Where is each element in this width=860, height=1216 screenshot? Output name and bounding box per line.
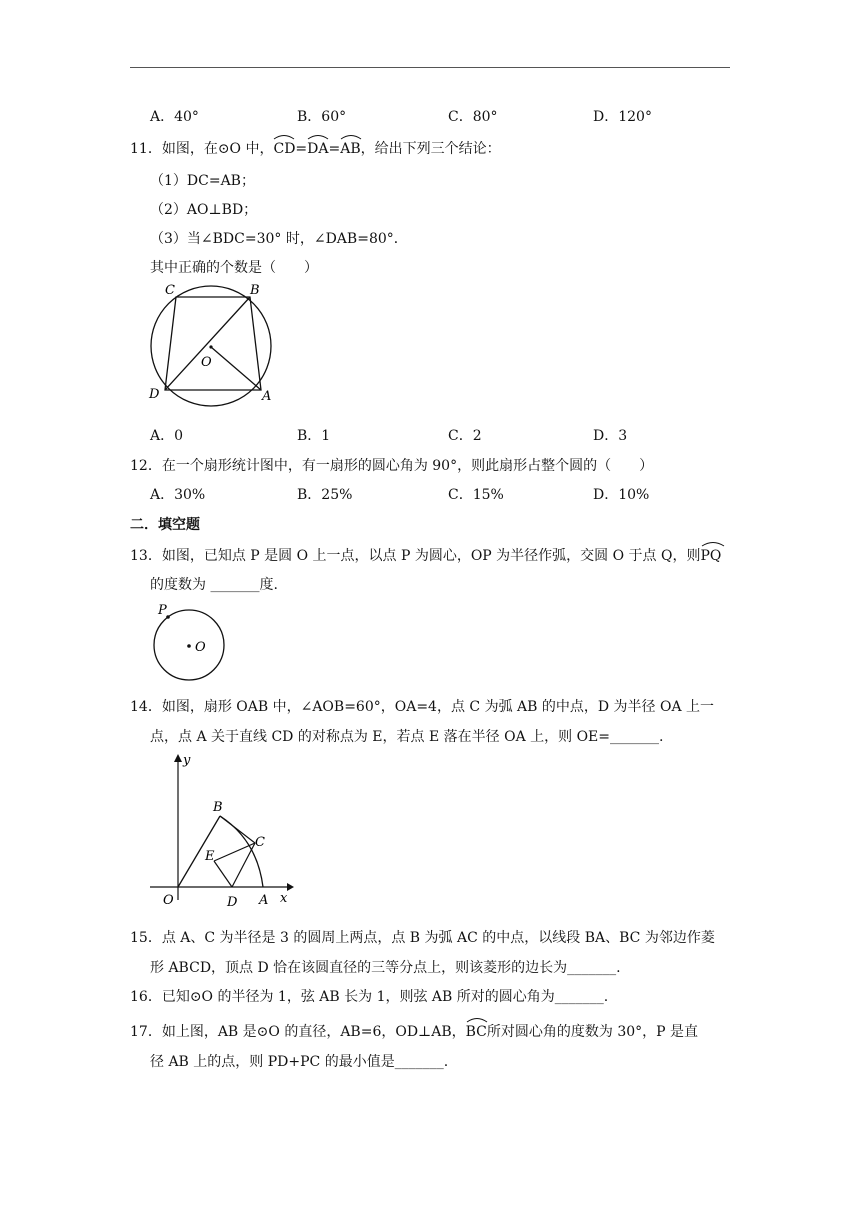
q15-line-2: 形 ABCD，顶点 D 恰在该圆直径的三等分点上，则该菱形的边长为_______. [150, 960, 621, 976]
q11-arc-cd: CD [273, 139, 295, 157]
q11-conclusion-1: （1）DC=AB； [150, 173, 255, 189]
q11-label-c: C [165, 283, 175, 298]
section-title-fill-blank: 二．填空题 [130, 517, 200, 533]
q14-label-e: E [205, 849, 215, 864]
q14-label-y: y [183, 753, 191, 768]
q14-segment-bc [220, 816, 255, 843]
q13-line-1 [130, 545, 721, 565]
q11-figure [143, 280, 283, 410]
q14-segment-ed [214, 861, 232, 887]
q11-center-point [209, 345, 212, 348]
q11-arc-ab: AB [340, 139, 360, 157]
q11-option-a: A．0 [150, 428, 184, 444]
q14-label-c: C [255, 835, 265, 850]
q11-stem [130, 138, 501, 158]
q11-label-a: A [262, 389, 272, 404]
q11-option-c: C．2 [448, 428, 482, 444]
q11-label-o: O [201, 355, 212, 370]
q11-option-b: B．1 [297, 428, 331, 444]
q17-arc-bc: BC [466, 1022, 487, 1040]
q13-arc-pq: PQ [701, 546, 722, 564]
q11-eq1: = [295, 141, 308, 157]
q13-label-p: P [158, 603, 167, 618]
q11-conclusion-3: （3）当∠BDC=30° 时，∠DAB=80°． [150, 231, 408, 247]
q17-line-1-text-b: 所对圆心角的度数为 30°，P 是直 [486, 1024, 699, 1040]
q13-figure [148, 600, 233, 684]
q12-option-a: A．30% [150, 487, 206, 503]
q14-label-o: O [163, 893, 174, 908]
q11-stem-a: 11．如图，在⊙O 中， [130, 141, 274, 157]
q12-option-d: D．10% [593, 487, 650, 503]
q14-segment-ce [214, 843, 255, 861]
q14-y-arrow [174, 754, 182, 762]
q16-line-1: 16．已知⊙O 的半径为 1，弦 AB 长为 1，则弦 AB 所对的圆心角为_______. [130, 989, 609, 1005]
q14-label-a: A [259, 893, 269, 908]
q14-line-2: 点，点 A 关于直线 CD 的对称点为 E，若点 E 落在半径 OA 上，则 OE=_______. [150, 729, 664, 745]
q11-label-d: D [149, 387, 160, 402]
q14-segment-cd [232, 843, 255, 887]
q13-line-2: 的度数为 _______度. [150, 577, 278, 593]
q10-option-d: D．120° [593, 109, 652, 125]
q11-arc-da: DA [307, 139, 328, 157]
q14-label-b: B [213, 800, 223, 815]
q11-eq2: = [328, 141, 341, 157]
q13-point-o [187, 644, 191, 648]
q17-line-1 [130, 1021, 698, 1041]
q10-option-a: A．40° [150, 109, 199, 125]
q14-line-1: 14．如图，扇形 OAB 中，∠AOB=60°，OA=4，点 C 为弧 AB 的中点，D 为半径 OA 上一 [130, 699, 715, 715]
q12-option-b: B．25% [297, 487, 353, 503]
q14-arc-ab [220, 816, 263, 887]
q17-line-2: 径 AB 上的点，则 PD+PC 的最小值是_______. [150, 1054, 449, 1070]
q11-label-b: B [250, 283, 260, 298]
q17-line-1-text-a: 17．如上图，AB 是⊙O 的直径，AB=6，OD⊥AB， [130, 1024, 466, 1040]
q14-label-d: D [227, 895, 238, 910]
header-rule [130, 67, 730, 68]
q14-figure [145, 750, 300, 910]
q12-option-c: C．15% [448, 487, 504, 503]
q13-line-1-text: 13．如图，已知点 P 是圆 O 上一点，以点 P 为圆心，OP 为半径作弧，交圆 O 于点 Q，则 [130, 548, 701, 564]
q10-option-c: C．80° [448, 109, 498, 125]
q13-label-o: O [195, 640, 206, 655]
q11-conclusion-2: （2）AO⊥BD； [150, 202, 258, 218]
q11-quadrilateral [165, 297, 261, 390]
q11-option-d: D．3 [593, 428, 628, 444]
q11-segment-oa [211, 347, 261, 390]
q15-line-1: 15．点 A、C 为半径是 3 的圆周上两点，点 B 为弧 AC 的中点，以线段 BA、BC 为邻边作菱 [130, 930, 715, 946]
q11-ask: 其中正确的个数是（ ） [150, 260, 318, 276]
q11-stem-b: ，给出下列三个结论： [360, 141, 501, 157]
q10-option-b: B．60° [297, 109, 347, 125]
q12-stem: 12．在一个扇形统计图中，有一扇形的圆心角为 90°，则此扇形占整个圆的（ ） [130, 458, 654, 474]
q11-diagonal-bd [165, 297, 250, 390]
q14-x-arrow [287, 883, 294, 891]
q14-label-x: x [280, 891, 288, 906]
